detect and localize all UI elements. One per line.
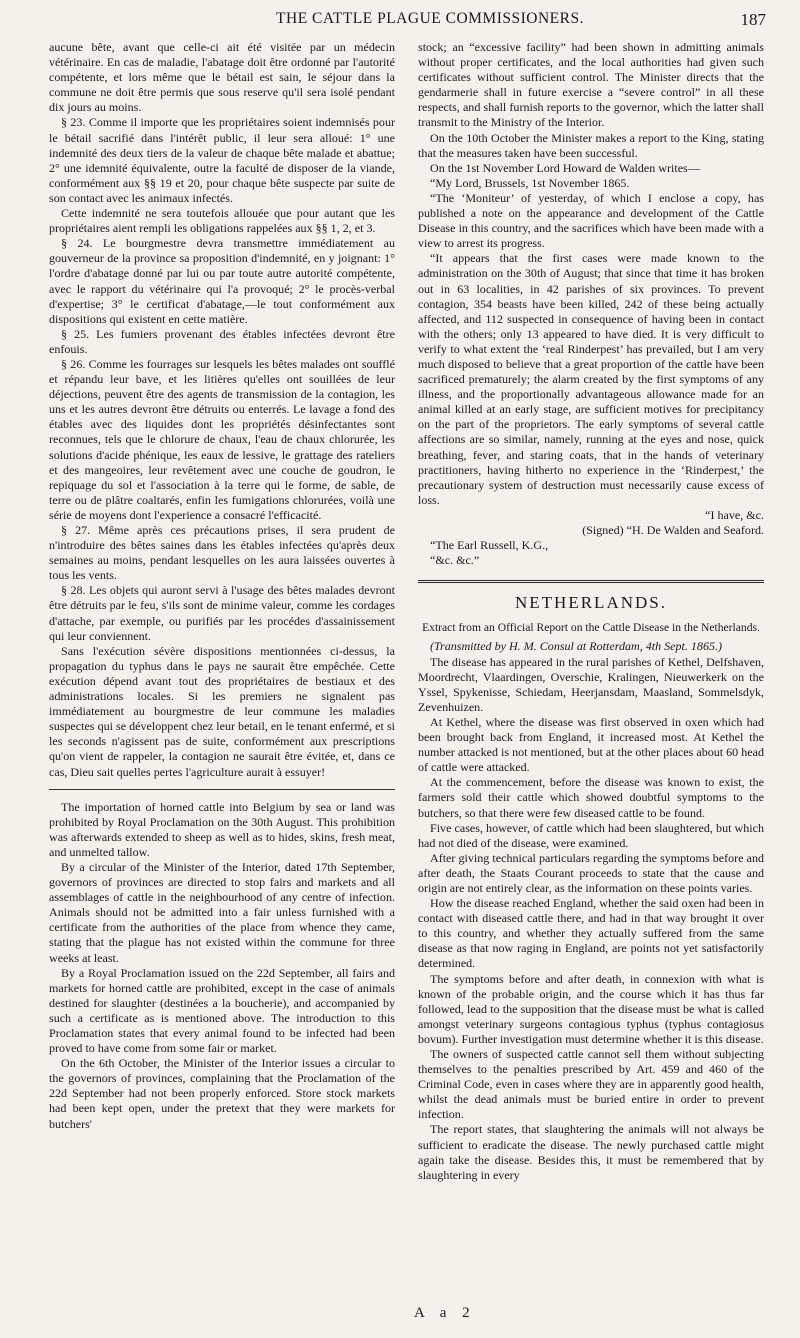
paragraph: Five cases, however, of cattle which had been slaughtered, but which had not died of the disease, were examined. [418,820,764,850]
paragraph: § 26. Comme les fourrages sur lesquels les bêtes malades ont soufflé et répandu leur bave, et les litières qu'elles ont souillées de leur déjections, peuvent être des agents de transmission de la contagion, les uns et les autres devront être détruits ou enterrés. Le lavage a fond des étables avec des liquides dont les propriétés désinfectantes sont reconnues, tels que le chlorure de chaux, l'eau de chaux chlorurée, les solutions d'acide phénique, les eaux de lessive, le grattage des rateliers et des mangeoires, leur revêtement avec une couche de goudron, le repiquage du sol et l'association à la terre qui le forme, de sable, de terre ou de plâtre coaltarés, enfin les fumigations chlorurées, voilà une série de moyens dont l'experience a consacré l'efficacité. [49,356,395,522]
paragraph: The report states, that slaughtering the animals will not always be sufficient to eradicate the disease. The newly purchased cattle might again take the disease. Besides this, it must be remembered that by slaughtering in every [418,1122,764,1182]
paragraph: The symptoms before and after death, in connexion with what is known of the probable origin, and the course which it has thus far followed, lead to the supposition that the disease must be what is called amongst veterinary surgeons contagious typhus (typhus contagiosus bovum). Further investigation must determine whether it is this disease. [418,971,764,1046]
paragraph: By a Royal Proclamation issued on the 22d September, all fairs and markets for horned cattle are prohibited, except in the case of animals destined for slaughter (destinées a la boucherie), and accompanied by such a certificate as is mentioned above. The introduction to this Proclamation states that every animal found to be infected had been proved to have come from some fair or market. [49,965,395,1056]
section-divider [418,580,764,583]
paragraph: § 25. Les fumiers provenant des étables infectées devront être enfouis. [49,326,395,356]
paragraph: § 27. Même après ces précautions prises, il sera prudent de n'introduire des bêtes saines dans les étables infectées qu'après deux semaines au moins, pendant lesquelles on les aura laissées ouvertes à tous les vents. [49,523,395,583]
letter-paragraph: “It appears that the first cases were made known to the administration on the 30th of August; that since that time it has broken out in 63 localities, in 42 parishes of six provinces. To prevent contagion, 354 beasts have been killed, 242 of these being actually affected, and 112 suspected in consequence of having been in contact with the others; only 13 appeared to have died. It is very difficult to verify to what extent the ‘real Rinderpest’ has prevailed, but I am very much disposed to believe that a great proportion of the cattle have been sacrificed prematurely; the alarm created by the first symptoms of any illness, and the proportionally advantageous allowance made for an animal killed at an early stage, are sufficient motives for precipitancy on the part of the proprietors. The early symptoms of several cattle affections are so similar, namely, running at the eyes and nose, quick breathing, fever, and staring coats, that in the hands of veterinary practitioners, having hitherto no experience in the ‘Rinderpest,’ the precautionary system of destruction must necessarily cause excess of loss. [418,251,764,507]
paragraph: The importation of horned cattle into Belgium by sea or land was prohibited by Royal Proclamation on the 30th August. This prohibition was afterwards extended to sheep as well as to hides, skins, fresh meat, and unmelted tallow. [49,799,395,859]
right-column [418,40,764,1183]
paragraph: The disease has appeared in the rural parishes of Kethel, Delfshaven, Moordrecht, Vlaardingen, Overschie, Kralingen, Nieuwerkerk on the Yssel, Spykenisse, Schiedam, Heerjansdam, Maasland, Sommelsdyk, Zevenhuizen. [418,654,764,714]
running-title: THE CATTLE PLAGUE COMMISSIONERS. [276,10,584,27]
letter-closing: “I have, &c. [705,507,764,522]
paragraph: § 24. Le bourgmestre devra transmettre immédiatement au gouverneur de la province sa proposition d'indemnité, en y joignant: 1° l'ordre d'abatage donné par lui ou par toute autre autorité compétente, avec le rapport du vétérinaire qui l'a provoqué; 2° le procès-verbal d'expertise; 3° le certificat d'abatage,—le tout conformément aux dispositions qui existent en cette matière. [49,236,395,326]
section-heading: NETHERLANDS. [515,593,667,613]
signature-mark: A a 2 [414,1305,476,1321]
paragraph: On the 1st November Lord Howard de Walden writes— [430,160,700,175]
paragraph: On the 6th October, the Minister of the Interior issues a circular to the governors of provinces, complaining that the Proclamation of the 22d September had not been properly enforced. Store stock markets had been kept open, under the pretext that they were markets for butchers' [49,1056,395,1131]
paragraph: aucune bête, avant que celle-ci ait été visitée par un médecin vétérinaire. En cas de maladie, l'abatage doit être ordonné par l'autorité compétente, et lors même que le bétail est sain, le séjour dans la commune ne doit être permis que sous reserve qu'il sera isolé pendant dix jours au moins. [49,40,395,115]
paragraph: On the 10th October the Minister makes a report to the King, stating that the measures taken have been successful. [418,130,764,160]
paragraph: How the disease reached England, whether the said oxen had been in contact with diseased cattle there, and had in that way brought it over to this country, and whether they actually suffered from the same disease as that now raging in England, are points not yet satisfactorily determined. [418,896,764,971]
letter-paragraph: “The ‘Moniteur’ of yesterday, of which I enclose a copy, has published a note on the appearance and development of the Cattle Disease in this country, and the sacrifices which have been made with a view to arrest its progress. [418,190,764,251]
paragraph: stock; an “excessive facility” had been shown in admitting animals without proper certificates, and the local authorities had given such certificates without sufficient control. The Minister directs that the gendarmerie shall in future exercise a “severe control” in all these respects, and shall furnish reports to the governor, which the latter shall transmit to the Ministry of the Interior. [418,40,764,130]
paragraph: At Kethel, where the disease was first observed in oxen which had been brought back from England, it increased most. At Kethel the number attacked is not mentioned, but at the other places about 60 head of cattle were attacked. [418,714,764,775]
letter-salutation: “My Lord, Brussels, 1st November 1865. [430,175,630,190]
left-column [49,40,395,1132]
paragraph: § 28. Les objets qui auront servi à l'usage des bêtes malades devront être détruits par le feu, s'ils sont de minime valeur, comme les cordages d'attache, par exemple, ou purifiés par les procédes d'assainissement qui leur conviennent. [49,583,395,643]
paragraph: After giving technical particulars regarding the symptoms before and after death, the Staats Courant proceeds to state that the cause and origin are not entirely clear, as the information on these points varies. [418,850,764,895]
extract-heading: Extract from an Official Report on the Cattle Disease in the Netherlands. [422,621,760,635]
letter-addressee: “The Earl Russell, K.G., [430,538,549,553]
paragraph: At the commencement, before the disease was known to exist, the farmers sold their cattle which showed doubtful symptoms to the butchers, so that there were few diseased cattle to be found. [418,775,764,820]
letter-addressee-etc: “&c. &c.” [430,553,480,568]
paragraph: By a circular of the Minister of the Interior, dated 17th September, governors of provinces are directed to stop fairs and markets and all assemblages of cattle in the neighbourhood of any centre of infection. Animals should not be admitted into a fair unless furnished with a certificate from the authorities of the place from whence they came, stating that the plague has not existed within the commune for three weeks at least. [49,859,395,965]
transmitted-note: (Transmitted by H. M. Consul at Rotterdam, 4th Sept. 1865.) [430,639,723,654]
letter-signature: (Signed) “H. De Walden and Seaford. [582,523,764,537]
page-number: 187 [740,10,766,29]
section-divider [49,789,395,790]
paragraph: Sans l'exécution sévère dispositions mentionnées ci-dessus, la propagation du typhus dans le pays ne saurait être empêchée. Cette exécution dépend avant tout des propriétaires de bestiaux et des administrations locales. Si les premiers ne signalent pas immédiatement au bourgmestre de leur commune les maladies suspectes qui se développent chez leur betail, en le tenant enfermé, et si les seconds n'agissent pas de suite, conformément aux prescriptions qu'on vient de rappeler, la contagion ne saurait être évitée, et, dans ce cas, Dieu sait quelles pertes l'agriculture aurait à essuyer! [49,643,395,779]
paragraph: The owners of suspected cattle cannot sell them without subjecting themselves to the penalties prescribed by Art. 459 and 460 of the Criminal Code, even in cases where they are in apparently good health, whilst the dead animals must be buried entire in order to prevent infection. [418,1047,764,1122]
paragraph: Cette indemnité ne sera toutefois allouée que pour autant que les propriétaires aient rempli les obligations rappelées aux §§ 1, 2, et 3. [49,206,395,236]
paragraph: § 23. Comme il importe que les propriétaires soient indemnisés pour le bétail sacrifié dans l'intérêt public, il leur sera alloué: 1° une indemnité des deux tiers de la valeur de chaque bête malade et abattue; 2° une idemnité équivalente, outre la faculté de disposer de la viande, conformément aux §§ 19 et 20, pour chaque bête suspecte par suite de son contact avec les animaux infectés. [49,115,395,205]
